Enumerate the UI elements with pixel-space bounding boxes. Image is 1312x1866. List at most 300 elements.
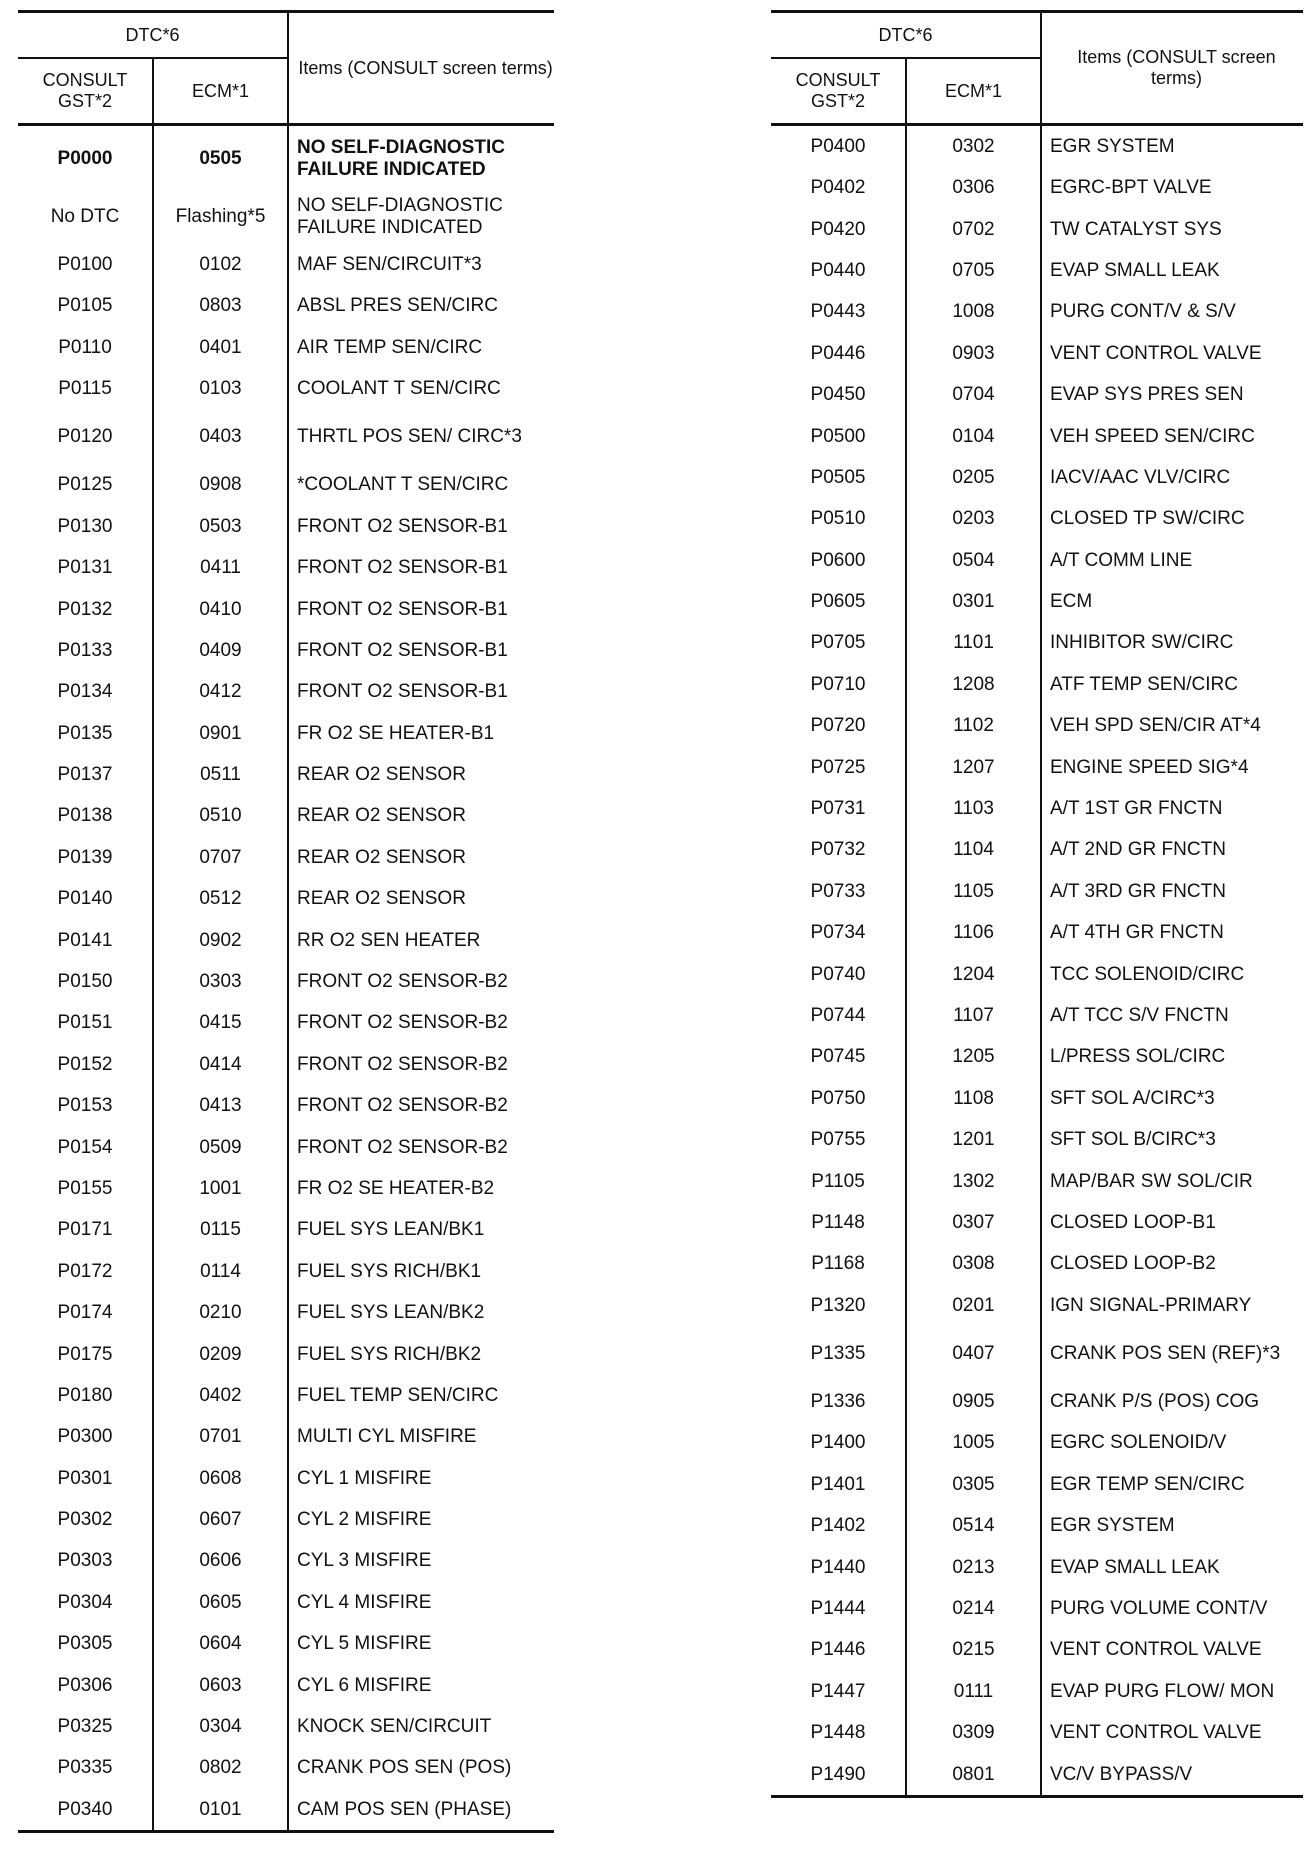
dtc-item: TCC SOLENOID/CIRC [1041, 954, 1303, 995]
table-row [771, 623, 1303, 664]
dtc-consult-code: P0134 [57, 681, 113, 703]
table-row [18, 837, 554, 878]
dtc-item: CLOSED LOOP-B2 [1041, 1244, 1303, 1285]
dtc-consult-code: P0325 [57, 1716, 113, 1738]
dtc-consult-code: P0174 [57, 1302, 113, 1324]
dtc-ecm-code: 0301 [906, 581, 1041, 622]
table-row [18, 327, 554, 368]
table-row [18, 630, 554, 671]
dtc-ecm-code: 0402 [153, 1375, 288, 1416]
dtc-consult-code: P0139 [57, 846, 113, 868]
table-row [771, 954, 1303, 995]
dtc-consult-code: P0132 [57, 598, 113, 620]
dtc-ecm-code: 0203 [906, 499, 1041, 540]
consult-gst-header: CONSULT GST*2 [18, 58, 153, 125]
table-row [18, 1168, 554, 1209]
table-row [771, 747, 1303, 788]
dtc-consult-code: P1335 [810, 1342, 866, 1364]
dtc-item: EGR SYSTEM [1041, 125, 1303, 168]
dtc-consult-code: P1148 [811, 1211, 865, 1233]
dtc-item: CAM POS SEN (PHASE) [288, 1789, 554, 1832]
dtc-item: VENT CONTROL VALVE [1041, 1712, 1303, 1753]
dtc-consult-code: P1105 [811, 1170, 865, 1192]
dtc-ecm-code: 1108 [906, 1078, 1041, 1119]
table-row [18, 920, 554, 961]
dtc-item: FRONT O2 SENSOR-B1 [288, 547, 554, 588]
dtc-item: FRONT O2 SENSOR-B1 [288, 589, 554, 630]
table-row [771, 1078, 1303, 1119]
dtc-item: VC/V BYPASS/V [1041, 1754, 1303, 1797]
dtc-consult-code: P0141 [57, 929, 113, 951]
dtc-ecm-code: 0608 [153, 1458, 288, 1499]
table-row [18, 878, 554, 919]
dtc-item: CYL 2 MISFIRE [288, 1499, 554, 1540]
dtc-ecm-code: 1005 [906, 1423, 1041, 1464]
table-row [771, 1712, 1303, 1753]
table-row [18, 1375, 554, 1416]
dtc-ecm-code: 0115 [153, 1210, 288, 1251]
table-row [771, 1464, 1303, 1505]
dtc-consult-code: P0135 [57, 722, 113, 744]
dtc-consult-code: P0125 [57, 474, 113, 496]
dtc-ecm-code: 0304 [153, 1706, 288, 1747]
dtc-item: CLOSED LOOP-B1 [1041, 1202, 1303, 1243]
dtc-consult-code: P0734 [810, 922, 866, 944]
dtc-consult-code: P0443 [810, 301, 866, 323]
dtc-ecm-code: 0505 [153, 125, 288, 190]
dtc-item: TW CATALYST SYS [1041, 209, 1303, 250]
dtc-consult-code: P0305 [57, 1633, 113, 1655]
dtc-consult-code: P0138 [57, 805, 113, 827]
dtc-ecm-code: 0908 [153, 465, 288, 506]
dtc-ecm-code: 0407 [906, 1326, 1041, 1381]
dtc-consult-code: P0154 [57, 1136, 113, 1158]
table-row [18, 244, 554, 285]
dtc-item: MULTI CYL MISFIRE [288, 1417, 554, 1458]
dtc-ecm-code: 1302 [906, 1161, 1041, 1202]
dtc-item: *COOLANT T SEN/CIRC [288, 465, 554, 506]
dtc-consult-code: P0733 [810, 880, 866, 902]
ecm-header: ECM*1 [153, 58, 288, 125]
dtc-item: CYL 5 MISFIRE [288, 1624, 554, 1665]
dtc-ecm-code: 0512 [153, 878, 288, 919]
dtc-item: FRONT O2 SENSOR-B1 [288, 630, 554, 671]
dtc-consult-code: P0100 [57, 253, 113, 275]
dtc-ecm-code: 0210 [153, 1292, 288, 1333]
dtc-consult-code: P1401 [810, 1473, 866, 1495]
dtc-consult-code: P0110 [58, 336, 112, 358]
dtc-ecm-code: 0308 [906, 1244, 1041, 1285]
dtc-consult-code: P0120 [57, 426, 113, 448]
table-row [771, 995, 1303, 1036]
dtc-consult-code: P0150 [57, 971, 113, 993]
dtc-ecm-code: 0503 [153, 506, 288, 547]
table-row [18, 410, 554, 465]
dtc-ecm-code: 1103 [906, 788, 1041, 829]
dtc-ecm-code: 0307 [906, 1202, 1041, 1243]
dtc-consult-code: P1440 [810, 1556, 866, 1578]
dtc-consult-code: P0600 [810, 549, 866, 571]
dtc-item: SFT SOL B/CIRC*3 [1041, 1119, 1303, 1160]
dtc-ecm-code: 0411 [153, 547, 288, 588]
dtc-consult-code: P1402 [810, 1515, 866, 1537]
table-row [18, 547, 554, 588]
dtc-consult-code: P0446 [810, 342, 866, 364]
dtc-consult-code: P0720 [810, 715, 866, 737]
dtc-table-right-body [771, 125, 1303, 1797]
dtc-ecm-code: 0607 [153, 1499, 288, 1540]
dtc-item: SFT SOL A/CIRC*3 [1041, 1078, 1303, 1119]
table-row [18, 506, 554, 547]
dtc-item: EVAP SMALL LEAK [1041, 250, 1303, 291]
dtc-ecm-code: 1105 [906, 871, 1041, 912]
dtc-item: CYL 1 MISFIRE [288, 1458, 554, 1499]
dtc-ecm-code: 0111 [906, 1671, 1041, 1712]
dtc-ecm-code: 0504 [906, 540, 1041, 581]
dtc-item: A/T COMM LINE [1041, 540, 1303, 581]
dtc-item: NO SELF-DIAGNOSTIC FAILURE INDICATED [288, 125, 554, 190]
dtc-ecm-code: 0604 [153, 1624, 288, 1665]
table-row [18, 1582, 554, 1623]
table-row [18, 754, 554, 795]
dtc-item: A/T TCC S/V FNCTN [1041, 995, 1303, 1036]
dtc-consult-code: P0115 [58, 377, 112, 399]
dtc-ecm-code: 1104 [906, 830, 1041, 871]
dtc-consult-code: P0440 [810, 259, 866, 281]
table-row [771, 540, 1303, 581]
dtc-item: FUEL TEMP SEN/CIRC [288, 1375, 554, 1416]
dtc-ecm-code: 0403 [153, 410, 288, 465]
table-row [18, 713, 554, 754]
dtc-item: IGN SIGNAL-PRIMARY [1041, 1285, 1303, 1326]
table-row [771, 374, 1303, 415]
dtc-item: EVAP SMALL LEAK [1041, 1547, 1303, 1588]
table-row [18, 672, 554, 713]
dtc-item: VENT CONTROL VALVE [1041, 333, 1303, 374]
dtc-consult-code: P0340 [18, 1789, 153, 1832]
dtc-consult-code: P0133 [57, 639, 113, 661]
dtc-group-header: DTC*6 [18, 12, 288, 59]
dtc-item: EGR SYSTEM [1041, 1506, 1303, 1547]
table-row [18, 1334, 554, 1375]
dtc-consult-code: P0400 [810, 135, 866, 157]
dtc-ecm-code: 0104 [906, 416, 1041, 457]
dtc-table-left-body [18, 125, 554, 1832]
dtc-consult-code: P0705 [810, 632, 866, 654]
dtc-consult-code: P1490 [771, 1754, 906, 1797]
dtc-consult-code: P1168 [811, 1253, 865, 1275]
dtc-consult-code: P0402 [810, 177, 866, 199]
dtc-consult-code: P1448 [810, 1722, 866, 1744]
table-row [18, 1499, 554, 1540]
dtc-item: REAR O2 SENSOR [288, 878, 554, 919]
dtc-consult-code: P0420 [810, 218, 866, 240]
dtc-consult-code: P1336 [810, 1391, 866, 1413]
dtc-consult-code: P0725 [810, 756, 866, 778]
dtc-consult-code: P1447 [810, 1680, 866, 1702]
dtc-ecm-code: 1207 [906, 747, 1041, 788]
dtc-table-left [18, 10, 554, 1833]
dtc-consult-code: P0306 [57, 1674, 113, 1696]
table-row [771, 1161, 1303, 1202]
dtc-ecm-code: 0514 [906, 1506, 1041, 1547]
table-row [18, 285, 554, 326]
table-row [771, 1037, 1303, 1078]
dtc-ecm-code: 1101 [906, 623, 1041, 664]
dtc-item: A/T 3RD GR FNCTN [1041, 871, 1303, 912]
table-row [18, 1251, 554, 1292]
table-row [18, 1789, 554, 1832]
dtc-consult-code: P0152 [57, 1053, 113, 1075]
dtc-ecm-code: 0905 [906, 1381, 1041, 1422]
dtc-ecm-code: 1001 [153, 1168, 288, 1209]
dtc-ecm-code: 0603 [153, 1665, 288, 1706]
dtc-ecm-code: 1208 [906, 664, 1041, 705]
dtc-consult-code: P1320 [810, 1294, 866, 1316]
dtc-consult-code: P0137 [57, 764, 113, 786]
dtc-ecm-code: 0401 [153, 327, 288, 368]
dtc-consult-code: P1400 [810, 1432, 866, 1454]
dtc-consult-code: P0130 [57, 515, 113, 537]
dtc-item: AIR TEMP SEN/CIRC [288, 327, 554, 368]
dtc-consult-code: P0732 [810, 839, 866, 861]
dtc-item: FUEL SYS RICH/BK2 [288, 1334, 554, 1375]
table-row [18, 1541, 554, 1582]
table-row [18, 1127, 554, 1168]
dtc-item: CYL 4 MISFIRE [288, 1582, 554, 1623]
table-row [771, 1630, 1303, 1671]
dtc-item: EGRC-BPT VALVE [1041, 167, 1303, 208]
dtc-consult-code: P0155 [57, 1177, 113, 1199]
dtc-ecm-code: 0606 [153, 1541, 288, 1582]
dtc-consult-code: P0171 [57, 1219, 113, 1241]
dtc-item: CYL 6 MISFIRE [288, 1665, 554, 1706]
dtc-ecm-code: 0215 [906, 1630, 1041, 1671]
dtc-ecm-code: 0510 [153, 796, 288, 837]
dtc-consult-code: P0300 [57, 1426, 113, 1448]
dtc-ecm-code: 0302 [906, 125, 1041, 168]
dtc-item: EVAP PURG FLOW/ MON [1041, 1671, 1303, 1712]
dtc-consult-code: P0140 [57, 888, 113, 910]
table-row [771, 499, 1303, 540]
ecm-header: ECM*1 [906, 58, 1041, 125]
table-row [771, 788, 1303, 829]
dtc-ecm-code: 0213 [906, 1547, 1041, 1588]
dtc-item: FUEL SYS RICH/BK1 [288, 1251, 554, 1292]
table-row [18, 189, 554, 244]
table-row [771, 830, 1303, 871]
dtc-item: REAR O2 SENSOR [288, 754, 554, 795]
table-row [18, 1292, 554, 1333]
dtc-ecm-code: 0209 [153, 1334, 288, 1375]
table-row [771, 705, 1303, 746]
table-row [771, 167, 1303, 208]
dtc-item: THRTL POS SEN/ CIRC*3 [288, 410, 554, 465]
table-row [18, 368, 554, 409]
dtc-consult-code: P0105 [57, 295, 113, 317]
table-row [771, 1326, 1303, 1381]
table-row [18, 1706, 554, 1747]
dtc-item: FRONT O2 SENSOR-B2 [288, 961, 554, 1002]
table-row [18, 125, 554, 190]
dtc-ecm-code: 1204 [906, 954, 1041, 995]
dtc-item: VEH SPEED SEN/CIRC [1041, 416, 1303, 457]
dtc-consult-code: P0505 [810, 466, 866, 488]
dtc-item: CRANK POS SEN (REF)*3 [1041, 1326, 1303, 1381]
dtc-ecm-code: 0414 [153, 1044, 288, 1085]
table-row [18, 1665, 554, 1706]
dtc-item: EGR TEMP SEN/CIRC [1041, 1464, 1303, 1505]
dtc-ecm-code: 1106 [906, 912, 1041, 953]
dtc-item: FUEL SYS LEAN/BK1 [288, 1210, 554, 1251]
dtc-item: A/T 2ND GR FNCTN [1041, 830, 1303, 871]
table-row [18, 1085, 554, 1126]
dtc-item: PURG CONT/V & S/V [1041, 292, 1303, 333]
dtc-item: FR O2 SE HEATER-B1 [288, 713, 554, 754]
dtc-consult-code: P0510 [810, 508, 866, 530]
dtc-ecm-code: 0214 [906, 1588, 1041, 1629]
table-row [771, 1671, 1303, 1712]
dtc-ecm-code: 1107 [906, 995, 1041, 1036]
dtc-ecm-code: 0309 [906, 1712, 1041, 1753]
dtc-ecm-code: 0509 [153, 1127, 288, 1168]
dtc-ecm-code: 0902 [153, 920, 288, 961]
dtc-consult-code: P0302 [57, 1509, 113, 1531]
table-row [771, 125, 1303, 168]
table-row [18, 589, 554, 630]
dtc-item: EGRC SOLENOID/V [1041, 1423, 1303, 1464]
table-row [771, 250, 1303, 291]
table-row [18, 796, 554, 837]
dtc-item: VENT CONTROL VALVE [1041, 1630, 1303, 1671]
table-row [18, 1003, 554, 1044]
table-row [771, 333, 1303, 374]
dtc-consult-code: No DTC [50, 205, 120, 227]
table-row [18, 1624, 554, 1665]
dtc-ecm-code: 0705 [906, 250, 1041, 291]
dtc-ecm-code: 0801 [906, 1754, 1041, 1797]
dtc-item: FRONT O2 SENSOR-B2 [288, 1003, 554, 1044]
table-row [771, 209, 1303, 250]
dtc-consult-code: P1444 [810, 1598, 866, 1620]
dtc-consult-code: P0151 [57, 1012, 113, 1034]
table-row [771, 581, 1303, 622]
dtc-consult-code: P0450 [810, 384, 866, 406]
dtc-consult-code: P0301 [57, 1467, 113, 1489]
table-row [18, 1210, 554, 1251]
dtc-item: FRONT O2 SENSOR-B1 [288, 506, 554, 547]
dtc-ecm-code: 0702 [906, 209, 1041, 250]
dtc-item: FRONT O2 SENSOR-B2 [288, 1044, 554, 1085]
dtc-item: FRONT O2 SENSOR-B2 [288, 1127, 554, 1168]
dtc-item: MAF SEN/CIRCUIT*3 [288, 244, 554, 285]
dtc-ecm-code: 1201 [906, 1119, 1041, 1160]
dtc-item: INHIBITOR SW/CIRC [1041, 623, 1303, 664]
dtc-consult-code: P0500 [810, 425, 866, 447]
dtc-item: A/T 1ST GR FNCTN [1041, 788, 1303, 829]
dtc-item: RR O2 SEN HEATER [288, 920, 554, 961]
dtc-consult-code: P0745 [810, 1046, 866, 1068]
dtc-ecm-code: 0101 [153, 1789, 288, 1832]
dtc-consult-code: P0304 [57, 1591, 113, 1613]
dtc-item: MAP/BAR SW SOL/CIR [1041, 1161, 1303, 1202]
dtc-item: A/T 4TH GR FNCTN [1041, 912, 1303, 953]
table-row [771, 1547, 1303, 1588]
dtc-ecm-code: 0415 [153, 1003, 288, 1044]
dtc-consult-code: P1446 [810, 1639, 866, 1661]
dtc-consult-code: P0131 [57, 557, 113, 579]
dtc-item: VEH SPD SEN/CIR AT*4 [1041, 705, 1303, 746]
dtc-item: FRONT O2 SENSOR-B1 [288, 672, 554, 713]
table-row [771, 1381, 1303, 1422]
dtc-ecm-code: 0701 [153, 1417, 288, 1458]
dtc-item: L/PRESS SOL/CIRC [1041, 1037, 1303, 1078]
dtc-item: REAR O2 SENSOR [288, 796, 554, 837]
dtc-item: ATF TEMP SEN/CIRC [1041, 664, 1303, 705]
dtc-consult-code: P0740 [810, 963, 866, 985]
table-row [771, 1588, 1303, 1629]
table-row [771, 1119, 1303, 1160]
dtc-consult-code: P0744 [810, 1004, 866, 1026]
dtc-item: FUEL SYS LEAN/BK2 [288, 1292, 554, 1333]
table-row [18, 465, 554, 506]
dtc-item: NO SELF-DIAGNOSTIC FAILURE INDICATED [288, 189, 554, 244]
dtc-ecm-code: 0201 [906, 1285, 1041, 1326]
dtc-consult-code: P0750 [810, 1087, 866, 1109]
dtc-ecm-code: 0103 [153, 368, 288, 409]
dtc-ecm-code: 0901 [153, 713, 288, 754]
dtc-consult-code: P0000 [57, 147, 113, 169]
dtc-ecm-code: 0413 [153, 1085, 288, 1126]
table-row [771, 1285, 1303, 1326]
dtc-item: CLOSED TP SW/CIRC [1041, 499, 1303, 540]
dtc-item: ENGINE SPEED SIG*4 [1041, 747, 1303, 788]
dtc-consult-code: P0175 [57, 1343, 113, 1365]
dtc-item: CRANK P/S (POS) COG [1041, 1381, 1303, 1422]
dtc-consult-code: P0335 [57, 1757, 113, 1779]
dtc-consult-code: P0710 [810, 673, 866, 695]
table-row [771, 912, 1303, 953]
dtc-ecm-code: 0707 [153, 837, 288, 878]
consult-gst-header: CONSULT GST*2 [771, 58, 906, 125]
table-row [18, 961, 554, 1002]
table-row [771, 871, 1303, 912]
table-row [18, 1748, 554, 1789]
table-row [771, 1754, 1303, 1797]
table-row [771, 664, 1303, 705]
dtc-ecm-code: 0704 [906, 374, 1041, 415]
dtc-consult-code: P0731 [810, 798, 866, 820]
dtc-ecm-code: 0205 [906, 457, 1041, 498]
dtc-ecm-code: 0803 [153, 285, 288, 326]
dtc-item: FRONT O2 SENSOR-B2 [288, 1085, 554, 1126]
dtc-item: IACV/AAC VLV/CIRC [1041, 457, 1303, 498]
dtc-consult-code: P0755 [810, 1129, 866, 1151]
dtc-consult-code: P0153 [57, 1095, 113, 1117]
dtc-ecm-code: 1102 [906, 705, 1041, 746]
dtc-item: ABSL PRES SEN/CIRC [288, 285, 554, 326]
dtc-ecm-code: 0114 [153, 1251, 288, 1292]
dtc-consult-code: P0303 [57, 1550, 113, 1572]
dtc-ecm-code: 0511 [153, 754, 288, 795]
dtc-item: COOLANT T SEN/CIRC [288, 368, 554, 409]
dtc-ecm-code: 0306 [906, 167, 1041, 208]
dtc-item: CRANK POS SEN (POS) [288, 1748, 554, 1789]
table-row [771, 1244, 1303, 1285]
dtc-item: EVAP SYS PRES SEN [1041, 374, 1303, 415]
table-row [771, 1202, 1303, 1243]
dtc-ecm-code: 0410 [153, 589, 288, 630]
